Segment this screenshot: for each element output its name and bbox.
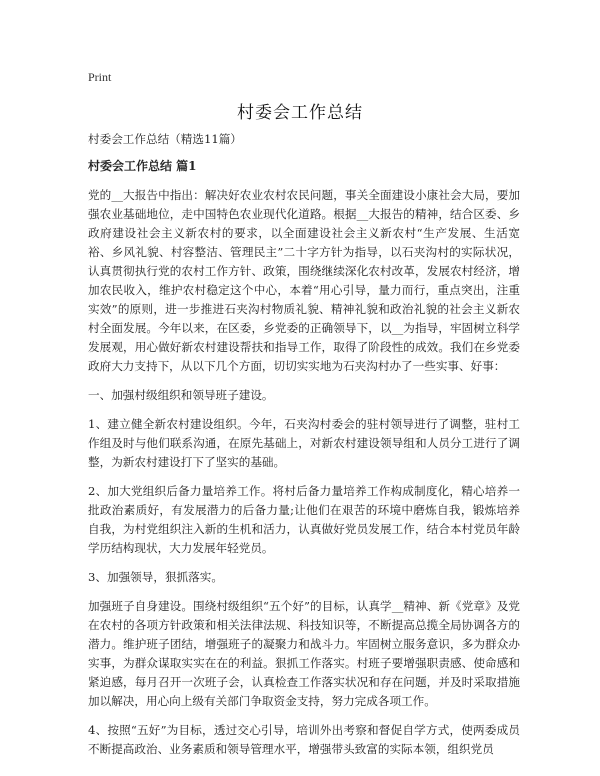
paragraph-item-1: 1、建立健全新农村建设组织。今年，石夹沟村委会的驻村领导进行了调整，驻村工作组及时与他们联系沟通，在原先基础上，对新农村建设领导组和人员分工进行了调整，为新农村建设打下了坚实的基础。 bbox=[88, 417, 520, 469]
paragraph-item-3: 3、加强领导，狠抓落实。 bbox=[88, 570, 223, 584]
section-heading: 村委会工作总结 篇1 bbox=[88, 159, 197, 173]
document-subtitle: 村委会工作总结（精选11篇） bbox=[88, 132, 242, 146]
paragraph-intro: 党的__大报告中指出：解决好农业农村农民问题，事关全面建设小康社会大局，要加强农业基础地位，走中国特色农业现代化道路。根据__大报告的精神，结合区委、乡政府建设社会主义新农村的要求，以全面建设社会主义新农村“生产发展、生活宽裕、乡风礼貌、村容整洁、管理民主”二十字方针为指导，以石夹沟村的实际状况，认真贯彻执行党的农村工作方针、政策，围绕继续深化农村改革，发展农村经济，增加农民收入，维护农村稳定这个中心，本着“用心引导，量力而行，重点突出，注重实效”的原则，进一步推进石夹沟村物质礼貌、精神礼貌和政治礼貌的社会主义新农村全面发展。今年以来，在区委，乡党委的正确领导下，以__为指导，牢固树立科学发展观，用心做好新农村建设帮扶和指导工作，取得了阶段性的成效。我们在乡党委政府大力支持下，从以下几个方面，切切实实地为石夹沟村办了一些实事、好事： bbox=[88, 188, 520, 373]
paragraph-item-4: 4、按照“五好”为目标，透过交心引导，培训外出考察和督促自学方式，使两委成员不断提高政治、业务素质和领导管理水平，增强带头致富的实际本领，组织党员 bbox=[88, 723, 520, 756]
paragraph-section-1: 一、加强村级组织和领导班子建设。 bbox=[88, 388, 274, 402]
paragraph-item-3-detail: 加强班子自身建设。围绕村级组织“五个好”的目标，认真学__精神、新《党章》及党在农村的各项方针政策和相关法律法规、科技知识等，不断提高总揽全局协调各方的潜力。维护班子团结，增强班子的凝聚力和战斗力。牢固树立服务意识，多为群众办实事，为群众谋取实实在在的利益。狠抓工作落实。村班子要增强职责感、使命感和紧迫感，每月召开一次班子会，认真检查工作落实状况和存在问题，并及时采取措施加以解决，用心向上级有关部门争取资金支持，努力完成各项工作。 bbox=[88, 599, 520, 708]
paragraph-item-2: 2、加大党组织后备力量培养工作。将村后备力量培养工作构成制度化，精心培养一批政治素质好，有发展潜力的后备力量;让他们在艰苦的环境中磨炼自我，锻炼培养自我，为村党组织注入新的生机和活力，认真做好党员发展工作，结合本村党员年龄学历结构现状，大力发展年轻党员。 bbox=[88, 484, 520, 555]
document-title: 村委会工作总结 bbox=[237, 103, 363, 123]
document-body bbox=[88, 130, 520, 769]
print-link[interactable]: Print bbox=[88, 70, 112, 84]
